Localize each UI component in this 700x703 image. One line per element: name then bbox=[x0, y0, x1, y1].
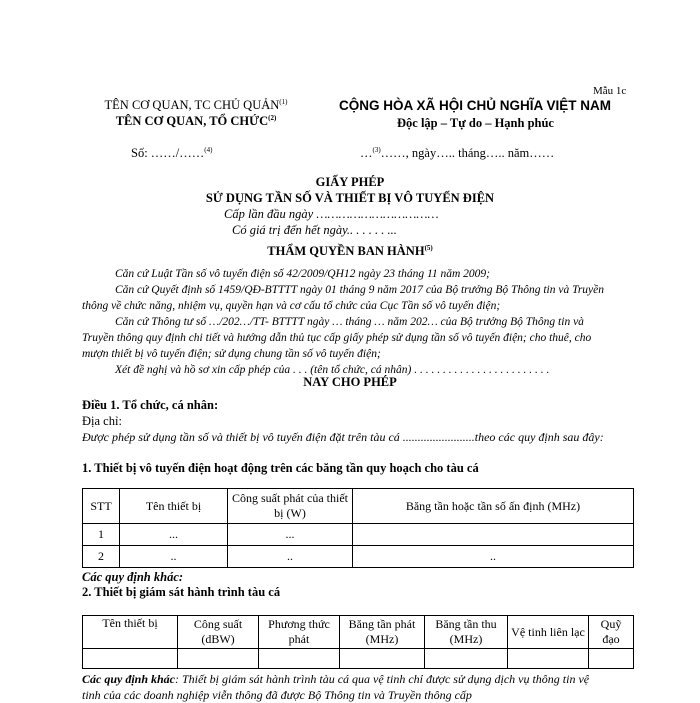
table-row bbox=[83, 649, 634, 669]
radio-equipment-table bbox=[82, 488, 634, 568]
place-date bbox=[360, 146, 554, 161]
cell bbox=[83, 649, 178, 669]
nation-name: CỘNG HÒA XÃ HỘI CHỦ NGHĨA VIỆT NAM bbox=[339, 98, 612, 113]
doc-title: GIẤY PHÉP bbox=[315, 175, 385, 189]
table-row bbox=[83, 546, 634, 568]
cell: .. bbox=[228, 546, 353, 568]
cell bbox=[508, 649, 589, 669]
cell bbox=[259, 649, 340, 669]
authority-note: (5) bbox=[424, 243, 433, 252]
document-number bbox=[131, 146, 212, 161]
col-rx-band: Băng tần thu (MHz) bbox=[425, 616, 508, 649]
article1-permission: Được phép sử dụng tần số và thiết bị vô tuyến điện đặt trên tàu cá ........................theo các quy định sau đây: bbox=[82, 430, 604, 444]
cell: .. bbox=[120, 546, 228, 568]
basis-law: Căn cứ Luật Tần số vô tuyến điện số 42/2009/QH12 ngày 23 tháng 11 năm 2009; bbox=[115, 268, 490, 280]
table-header-row bbox=[83, 489, 634, 524]
org-block bbox=[90, 98, 302, 129]
col-satellite: Vệ tinh liên lạc bbox=[508, 616, 589, 649]
cell bbox=[425, 649, 508, 669]
col-tx-band: Băng tần phát (MHz) bbox=[340, 616, 425, 649]
col-power: Công suất (dBW) bbox=[178, 616, 259, 649]
permit-heading: NAY CHO PHÉP bbox=[303, 375, 397, 389]
cell bbox=[589, 649, 634, 669]
col-device-name: Tên thiết bị bbox=[83, 616, 178, 649]
number-note: (4) bbox=[204, 145, 213, 154]
col-orbit: Quỹ đạo bbox=[589, 616, 634, 649]
article1-address: Địa chỉ: bbox=[82, 414, 122, 428]
col-device-name: Tên thiết bị bbox=[120, 489, 228, 524]
col-frequency: Băng tần hoặc tần số ấn định (MHz) bbox=[353, 489, 634, 524]
date-prefix: … bbox=[360, 146, 373, 160]
col-stt: STT bbox=[83, 489, 120, 524]
date-note: (3) bbox=[372, 145, 381, 154]
doc-subtitle: SỬ DỤNG TẦN SỐ VÀ THIẾT BỊ VÔ TUYẾN ĐIỆN bbox=[205, 191, 495, 205]
org-name-note: (2) bbox=[268, 113, 277, 122]
cell: ... bbox=[228, 524, 353, 546]
col-tx-method: Phương thức phát bbox=[259, 616, 340, 649]
cell: ... bbox=[120, 524, 228, 546]
table-header-row bbox=[83, 616, 634, 649]
basis-decision: Căn cứ Quyết định số 1459/QĐ-BTTTT ngày 01 tháng 9 năm 2017 của Bộ trưởng Bộ Thông tin và Truyền thông về chức năng, nhiệm vụ, quyền hạn và cơ cấu tổ chức của Cục Tần số vô tuyến điện; bbox=[82, 284, 605, 312]
valid-until: Có giá trị đến hết ngày.. . . . . . ... bbox=[232, 223, 397, 237]
org-parent: TÊN CƠ QUAN, TC CHỦ QUẢN bbox=[104, 98, 280, 112]
cell: .. bbox=[353, 546, 634, 568]
basis-circular: Căn cứ Thông tư số …/202…/TT- BTTTT ngày … tháng … năm 202… của Bộ trưởng Bộ Thông tin và Truyền thông quy định chi tiết và hướng dẫn thủ tục cấp giấy phép sử dụng tần số vô tuyến điện; cho thuê, cho mượn thiết bị vô tuyến điện; sử dụng chung tần số vô tuyến điện; bbox=[82, 316, 592, 360]
vessel-monitoring-table bbox=[82, 615, 634, 669]
section2-other-rules-label: Các quy định khác bbox=[82, 672, 176, 686]
section1-other-rules: Các quy định khác: bbox=[82, 570, 184, 584]
cell bbox=[353, 524, 634, 546]
section1-heading: 1. Thiết bị vô tuyến điện hoạt động trên các băng tần quy hoạch cho tàu cá bbox=[82, 461, 479, 475]
date-text: ……, ngày….. tháng….. năm…… bbox=[380, 146, 555, 160]
org-parent-note: (1) bbox=[279, 97, 288, 106]
basis-application: Xét đề nghị và hồ sơ xin cấp phép của . . . (tên tổ chức, cá nhân) . . . . . . . . . . . . . . . . . . . . . . . . bbox=[115, 364, 550, 376]
cell bbox=[340, 649, 425, 669]
authority-text: THẨM QUYỀN BAN HÀNH bbox=[267, 244, 425, 258]
section2-other-rules-text: : Thiết bị giám sát hành trình tàu cá qua vệ tinh chỉ được sử dụng dịch vụ thông tin vệ tinh của các doanh nghiệp viễn thông đã được Bộ Thông tin và Truyền thông cấp bbox=[82, 672, 590, 702]
cell: 2 bbox=[83, 546, 120, 568]
issued-date: Cấp lần đầu ngày …………………………… bbox=[224, 207, 439, 221]
cell: 1 bbox=[83, 524, 120, 546]
section2-heading: 2. Thiết bị giám sát hành trình tàu cá bbox=[82, 585, 281, 599]
org-name: TÊN CƠ QUAN, TỔ CHỨC bbox=[115, 114, 269, 128]
col-tx-power: Công suất phát của thiết bị (W) bbox=[228, 489, 353, 524]
form-code: Mẫu 1c bbox=[593, 85, 627, 97]
section2-other-rules bbox=[82, 671, 607, 703]
cell bbox=[178, 649, 259, 669]
authority-heading bbox=[0, 244, 700, 259]
number-label: Số: ……/…… bbox=[131, 146, 205, 160]
table-row bbox=[83, 524, 634, 546]
motto: Độc lập – Tự do – Hạnh phúc bbox=[397, 116, 554, 130]
article1-label: Điều 1. Tổ chức, cá nhân: bbox=[82, 398, 219, 412]
